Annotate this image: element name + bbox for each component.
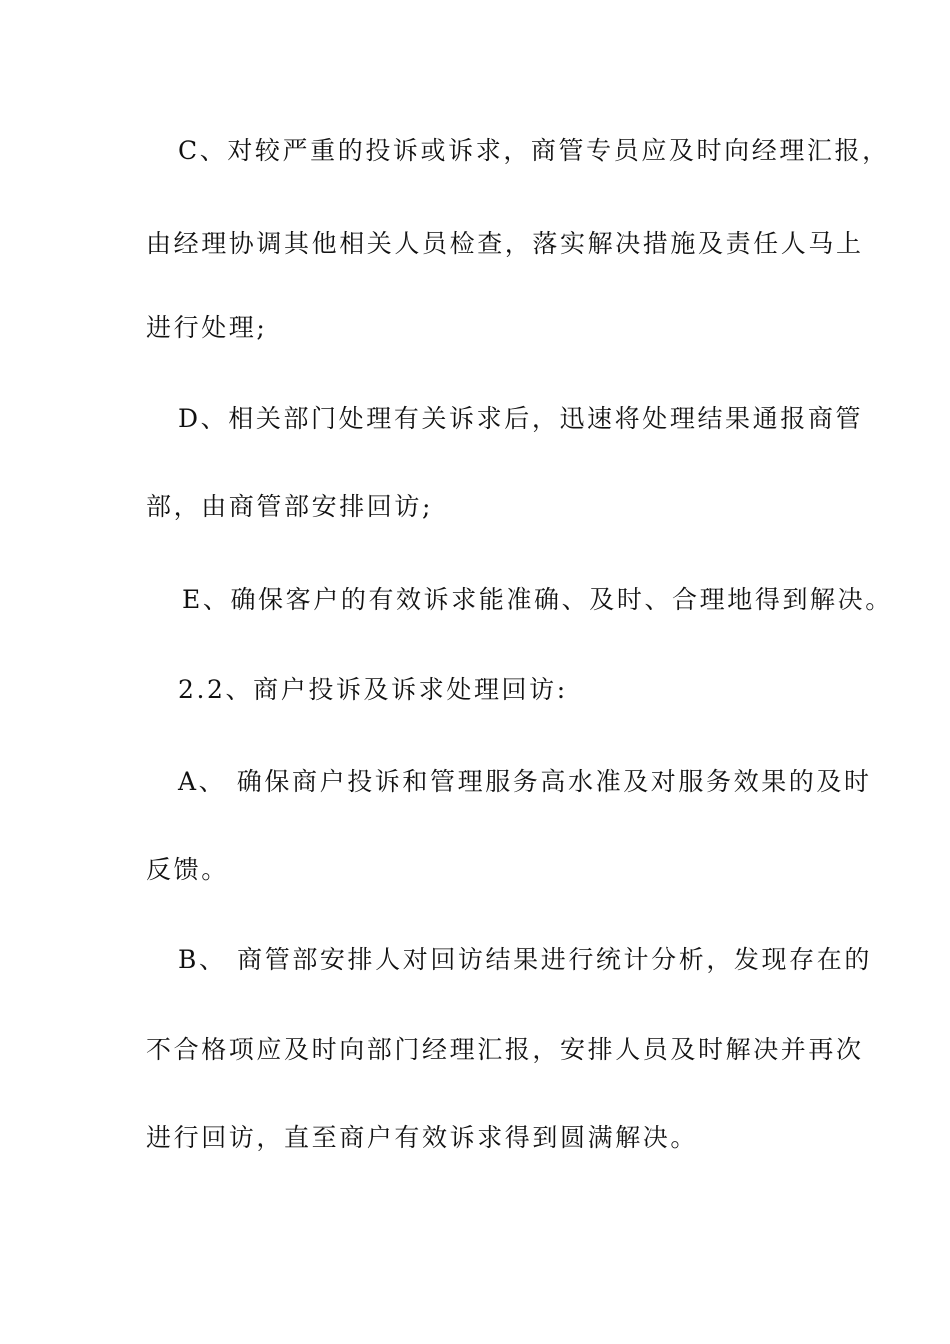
paragraph-b-line-1: B、 商管部安排人对回访结果进行统计分析，发现存在的 xyxy=(178,945,872,974)
paragraph-b-line-3: 进行回访，直至商户有效诉求得到圆满解决。 xyxy=(146,1123,699,1152)
paragraph-b-line-2: 不合格项应及时向部门经理汇报，安排人员及时解决并再次 xyxy=(146,1035,864,1064)
paragraph-e-line-1: E、确保客户的有效诉求能准确、及时、合理地得到解决。 xyxy=(182,585,893,614)
paragraph-d-line-1: D、相关部门处理有关诉求后，迅速将处理结果通报商管 xyxy=(178,404,864,433)
paragraph-c-line-1: C、对较严重的投诉或诉求，商管专员应及时向经理汇报， xyxy=(178,136,890,165)
paragraph-d-line-2: 部，由商管部安排回访; xyxy=(146,492,434,521)
paragraph-a-line-1: A、 确保商户投诉和管理服务高水准及对服务效果的及时 xyxy=(178,767,872,796)
paragraph-c-line-2: 由经理协调其他相关人员检查，落实解决措施及责任人马上 xyxy=(146,229,864,258)
paragraph-c-line-3: 进行处理; xyxy=(146,313,268,342)
section-heading-2-2: 2.2、商户投诉及诉求处理回访: xyxy=(178,675,568,704)
paragraph-a-line-2: 反馈。 xyxy=(146,855,229,884)
